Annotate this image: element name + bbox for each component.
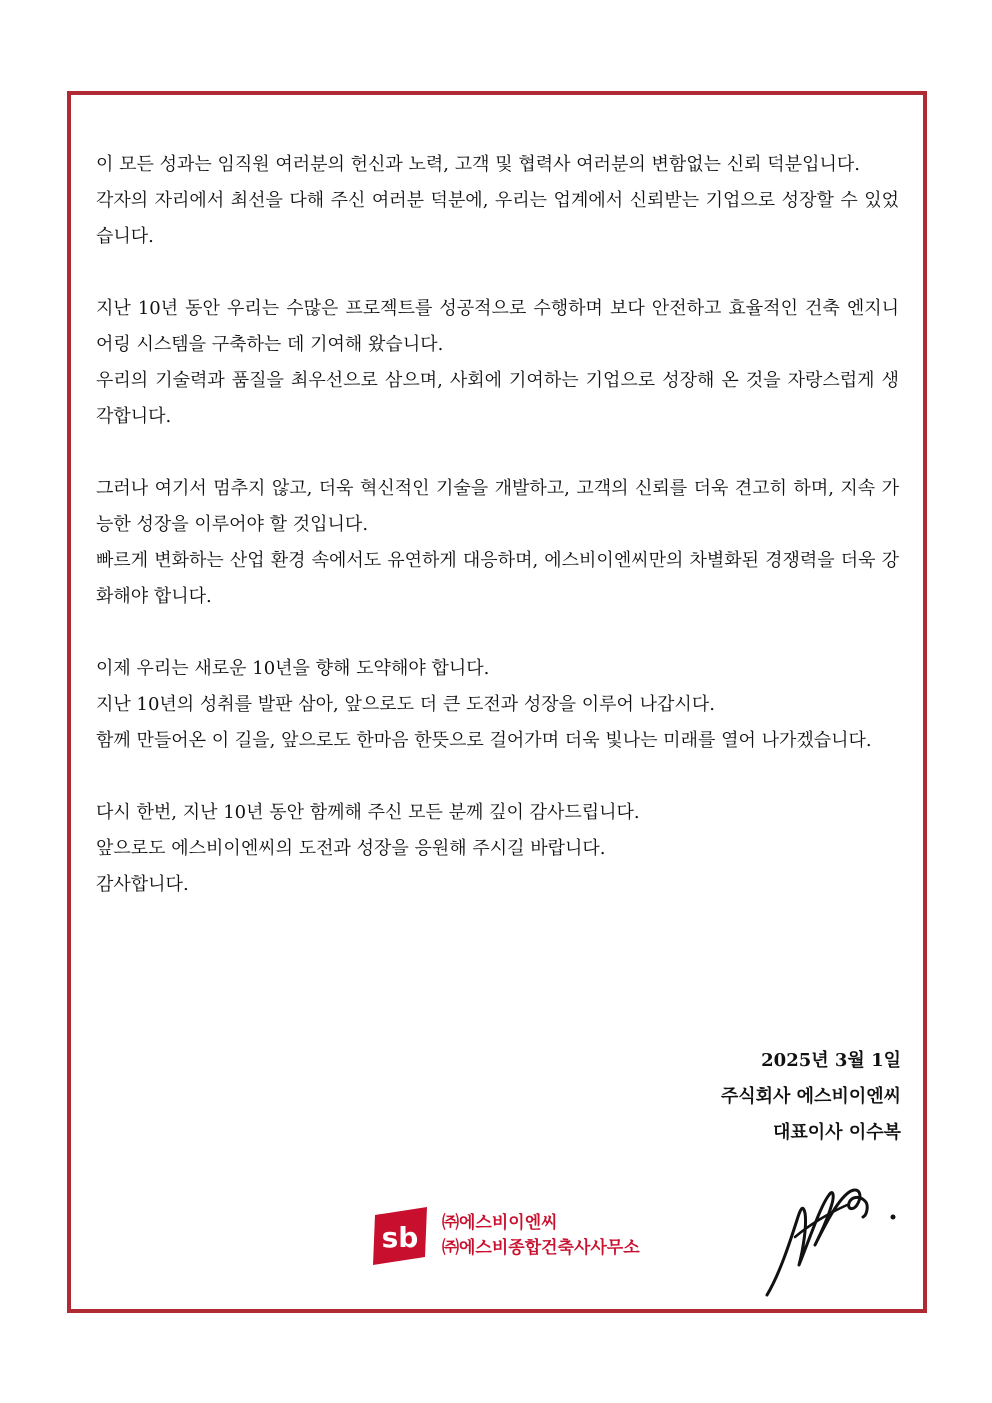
letter-body: [96, 147, 899, 903]
paragraph-line: 감사합니다.: [96, 874, 189, 895]
ceo-name: 대표이사 이수복: [773, 1122, 901, 1143]
letter-date: 2025년 3월 1일: [761, 1050, 901, 1071]
paragraph-3: [96, 471, 899, 615]
paragraph-2: [96, 291, 899, 435]
paragraph-line: 이제 우리는 새로운 10년을 향해 도약해야 합니다.: [96, 658, 490, 679]
paragraph-line: 우리의 기술력과 품질을 최우선으로 삼으며, 사회에 기여하는 기업으로 성장해 온 것을 자랑스럽게 생각합니다.: [96, 370, 899, 427]
paragraph-line: 이 모든 성과는 임직원 여러분의 헌신과 노력, 고객 및 협력사 여러분의 변함없는 신뢰 덕분입니다.: [96, 154, 860, 175]
paragraph-1: [96, 147, 899, 255]
paragraph-4: [96, 651, 899, 759]
signature-block: [721, 1043, 901, 1151]
paragraph-line: 지난 10년의 성취를 발판 삼아, 앞으로도 더 큰 도전과 성장을 이루어 나갑시다.: [96, 694, 715, 715]
paragraph-line: 그러나 여기서 멈추지 않고, 더욱 혁신적인 기술을 개발하고, 고객의 신뢰를 더욱 견고히 하며, 지속 가능한 성장을 이루어야 할 것입니다.: [96, 478, 899, 535]
letter-frame: [67, 91, 927, 1313]
paragraph-line: 앞으로도 에스비이엔씨의 도전과 성장을 응원해 주시길 바랍니다.: [96, 838, 606, 859]
company-name: 주식회사 에스비이엔씨: [720, 1086, 901, 1107]
paragraph-line: 다시 한번, 지난 10년 동안 함께해 주신 모든 분께 깊이 감사드립니다.: [96, 802, 640, 823]
logo-line-2: ㈜에스비종합건축사사무소: [442, 1238, 640, 1258]
paragraph-line: 지난 10년 동안 우리는 수많은 프로젝트를 성공적으로 수행하며 보다 안전하고 효율적인 건축 엔지니어링 시스템을 구축하는 데 기여해 왔습니다.: [96, 298, 899, 355]
logo-mark-text: sb: [381, 1221, 419, 1254]
paragraph-line: 빠르게 변화하는 산업 환경 속에서도 유연하게 대응하며, 에스비이엔씨만의 차별화된 경쟁력을 더욱 강화해야 합니다.: [96, 550, 899, 607]
handwritten-signature: [759, 1165, 909, 1305]
logo-text: [442, 1211, 640, 1261]
paragraph-line: 각자의 자리에서 최선을 다해 주신 여러분 덕분에, 우리는 업계에서 신뢰받는 기업으로 성장할 수 있었습니다.: [96, 190, 899, 247]
paragraph-5: [96, 795, 899, 903]
logo-line-1: ㈜에스비이엔씨: [442, 1213, 558, 1233]
sb-logo-icon: [369, 1205, 431, 1267]
paragraph-line: 함께 만들어온 이 길을, 앞으로도 한마음 한뜻으로 걸어가며 더욱 빛나는 미래를 열어 나가겠습니다.: [96, 730, 872, 751]
company-logo: [369, 1205, 669, 1267]
